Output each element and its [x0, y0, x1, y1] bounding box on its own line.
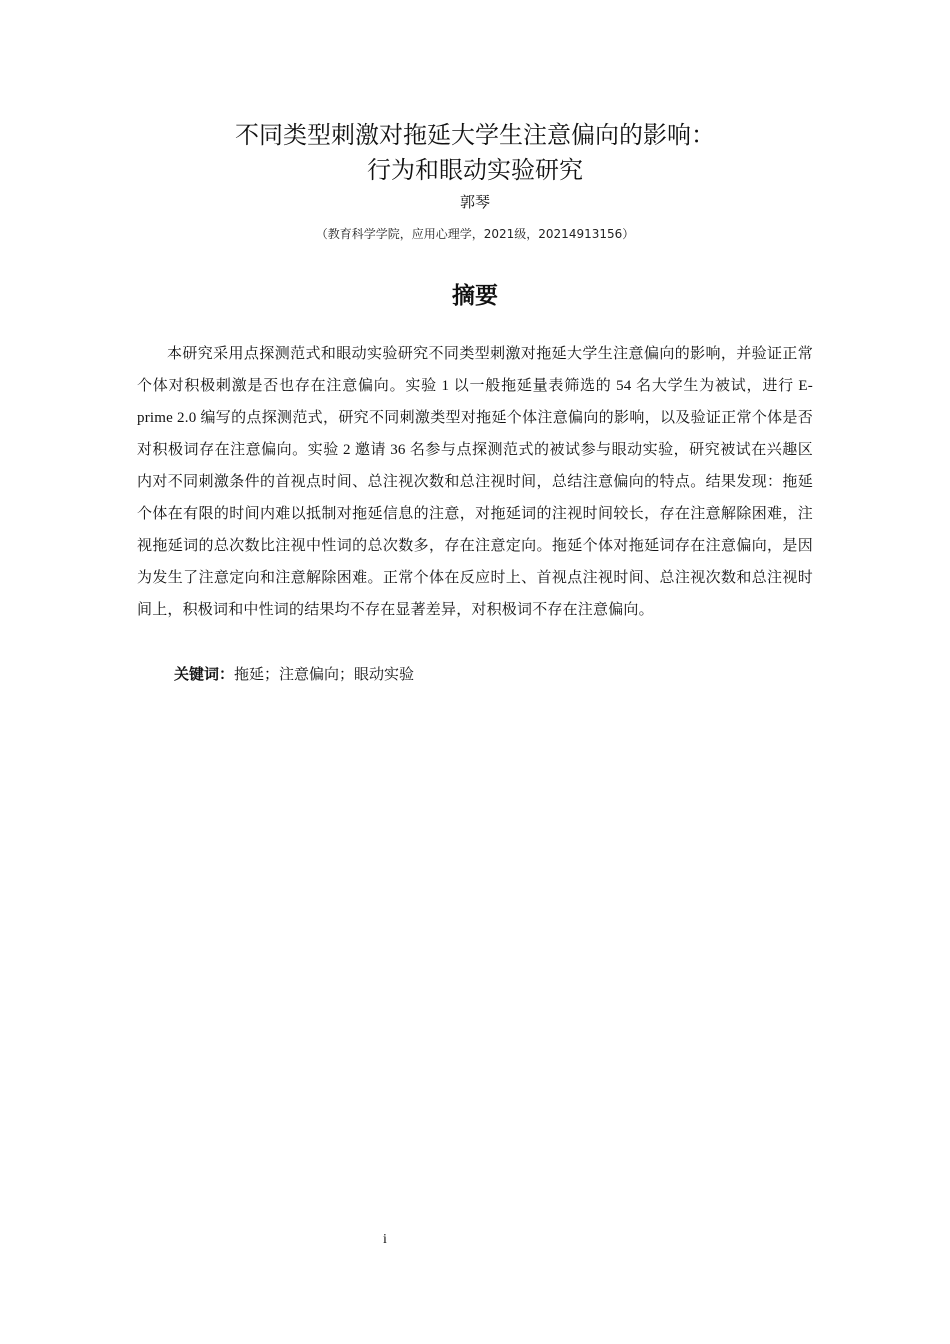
author-name: 郭琴	[459, 193, 490, 211]
author-affiliation: （教育科学学院，应用心理学，2021级，20214913156）	[315, 227, 635, 241]
keywords-label: 关键词：	[174, 665, 235, 683]
paper-title-line-2: 行为和眼动实验研究	[367, 156, 583, 184]
abstract-body: 本研究采用点探测范式和眼动实验研究不同类型刺激对拖延大学生注意偏向的影响，并验证正常个体对积极刺激是否也存在注意偏向。实验 1 以一般拖延量表筛选的 54 名大学生为被试，进行 E-prime 2.0 编写的点探测范式，研究不同刺激类型对拖延个体注意偏向的影响，以及验证正常个体是否对积极词存在注意偏向。实验 2 邀请 36 名参与点探测范式的被试参与眼动实验，研究被试在兴趣区内对不同刺激条件的首视点时间、总注视次数和总注视时间，总结注意偏向的特点。结果发现：拖延个体在有限的时间内难以抵制对拖延信息的注意，对拖延词的注视时间较长，存在注意解除困难，注视拖延词的总次数比注视中性词的总次数多，存在注意定向。拖延个体对拖延词存在注意偏向，是因为发生了注意定向和注意解除困难。正常个体在反应时上、首视点注视时间、总注视次数和总注视时间上，积极词和中性词的结果均不存在显著差异，对积极词不存在注意偏向。	[137, 346, 813, 618]
page-number: i	[383, 1232, 387, 1247]
keywords-value: 拖延；注意偏向；眼动实验	[234, 667, 415, 683]
abstract-heading: 摘要	[452, 283, 498, 309]
keywords-line	[174, 658, 814, 691]
paper-title-line-1: 不同类型刺激对拖延大学生注意偏向的影响：	[235, 121, 715, 149]
